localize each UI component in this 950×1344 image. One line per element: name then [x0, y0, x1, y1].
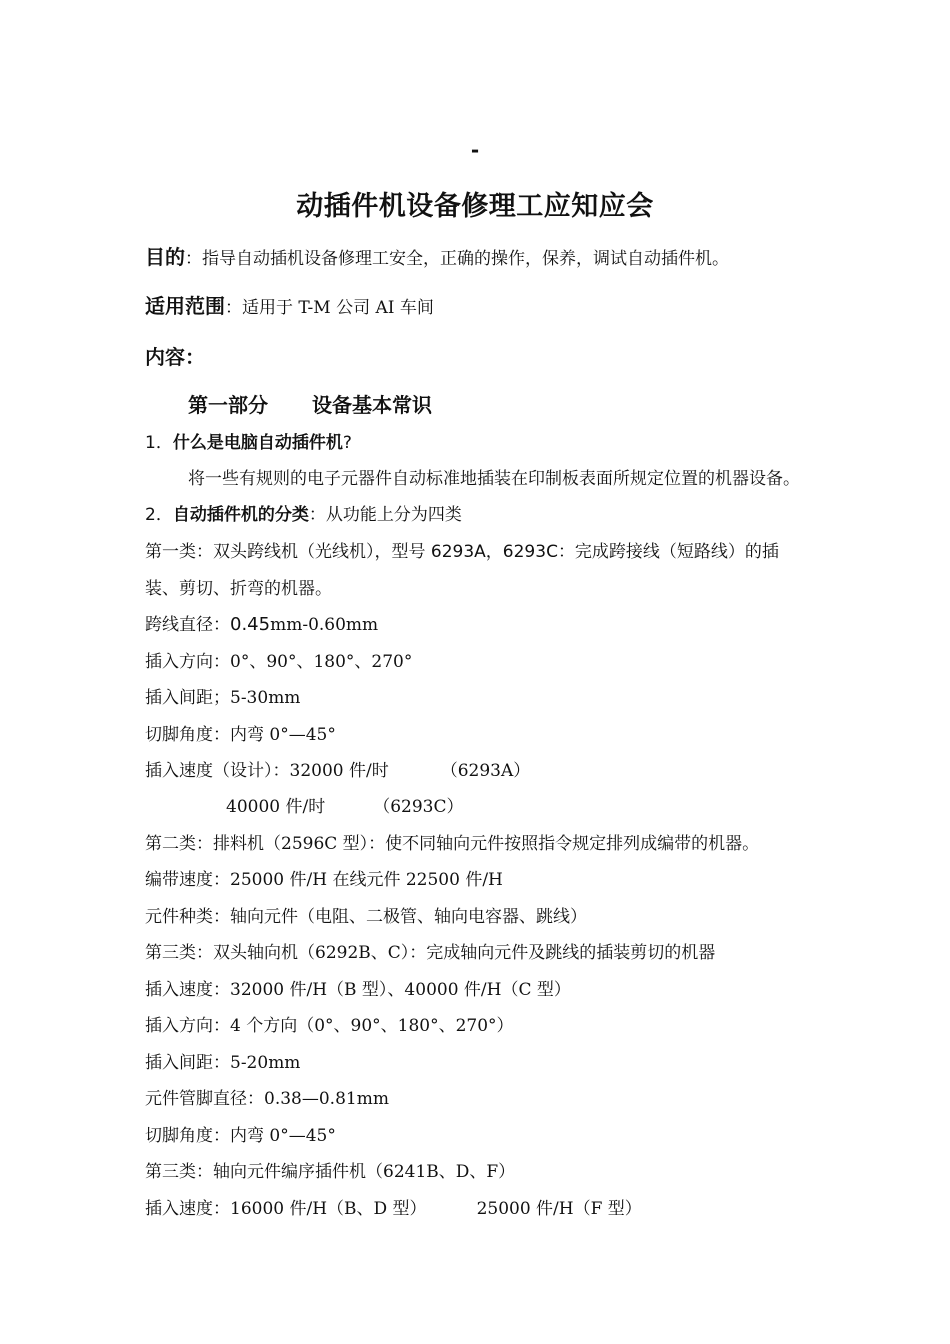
type1-line [145, 537, 779, 562]
lead-diameter-line: 元件管脚直径：0.38—0.81mm [145, 1089, 389, 1109]
component-type-line: 元件种类：轴向元件（电阻、二极管、轴向电容器、跳线） [145, 907, 587, 927]
question-2-text: 自动插件机的分类 [172, 505, 309, 525]
content-label: 内容： [145, 345, 205, 369]
model-number: 6293A，6293C [430, 542, 558, 562]
type2-line: 第二类：排料机（2596C 型）：使不同轴向元件按照指令规定排列成编带的机器。 [145, 834, 760, 854]
line-text: 40000 件/时 [226, 797, 326, 817]
model-note: （6293C） [373, 797, 464, 817]
type1-line-cont: 装、剪切、折弯的机器。 [145, 579, 332, 599]
document-title: 动插件机设备修理工应知应会 [296, 191, 654, 222]
model-note: （6293A） [440, 761, 531, 781]
question-2 [145, 500, 462, 525]
question-1-number: 1． [145, 433, 173, 453]
line-text: 第一类：双头跨线机（光线机），型号 [145, 542, 431, 562]
part-label: 第一部分 [188, 393, 268, 417]
line-text: mm-0.60mm [270, 615, 379, 635]
question-2-number: 2． [145, 505, 173, 525]
line-text: 插入速度（设计）：32000 件/时 [145, 761, 389, 781]
cut-angle-line: 切脚角度：内弯 0°—45° [145, 725, 336, 745]
answer-1: 将一些有规则的电子元器件自动标准地插装在印制板表面所规定位置的机器设备。 [188, 469, 800, 489]
model-note: 25000 件/H（F 型） [476, 1199, 642, 1219]
question-2-answer: 从功能上分为四类 [325, 505, 462, 525]
line-text: 插入速度：16000 件/H（B、D 型） [145, 1199, 427, 1219]
insert-speed-line [145, 756, 530, 781]
part-title: 设备基本常识 [312, 393, 432, 417]
jumper-diameter-line [145, 610, 378, 635]
purpose-text: 指导自动插机设备修理工安全，正确的操作，保养，调试自动插件机。 [202, 249, 729, 269]
purpose-label: 目的 [145, 245, 185, 269]
type3-line: 第三类：双头轴向机（6292B、C）：完成轴向元件及跳线的插装剪切的机器 [145, 943, 716, 963]
cut-angle-line-2: 切脚角度：内弯 0°—45° [145, 1126, 336, 1146]
question-1-mark: ? [342, 433, 352, 453]
insert-speed-line-2 [226, 792, 464, 817]
insert-pitch-line: 插入间距；5-30mm [145, 688, 301, 708]
type3b-line: 第三类：轴向元件编序插件机（6241B、D、F） [145, 1162, 516, 1182]
scope-section [145, 290, 434, 319]
scope-colon: ： [225, 298, 242, 318]
insert-direction-line-2: 插入方向：4 个方向（0°、90°、180°、270°） [145, 1016, 514, 1036]
scope-text: 适用于 T-M 公司 AI 车间 [242, 298, 434, 318]
tape-speed-line: 编带速度：25000 件/H 在线元件 22500 件/H [145, 870, 503, 890]
question-1-text: 什么是电脑自动插件机 [172, 433, 343, 453]
line-text: ：完成跨接线（短路线）的插 [557, 542, 779, 562]
scope-label: 适用范围 [145, 294, 225, 318]
purpose-section [145, 241, 729, 270]
purpose-colon: ： [185, 249, 202, 269]
insert-speed-line-4 [145, 1194, 642, 1219]
question-1 [145, 428, 352, 453]
question-2-colon: ： [308, 505, 326, 525]
header-dash: - [470, 138, 480, 162]
insert-speed-line-3: 插入速度：32000 件/H（B 型）、40000 件/H（C 型） [145, 980, 571, 1000]
insert-direction-line: 插入方向：0°、90°、180°、270° [145, 652, 413, 672]
content-section [145, 341, 205, 370]
part-heading [188, 389, 432, 418]
line-text: 跨线直径： [145, 615, 230, 635]
insert-pitch-line-2: 插入间距：5-20mm [145, 1053, 301, 1073]
diameter-value: 0.45 [230, 614, 271, 635]
